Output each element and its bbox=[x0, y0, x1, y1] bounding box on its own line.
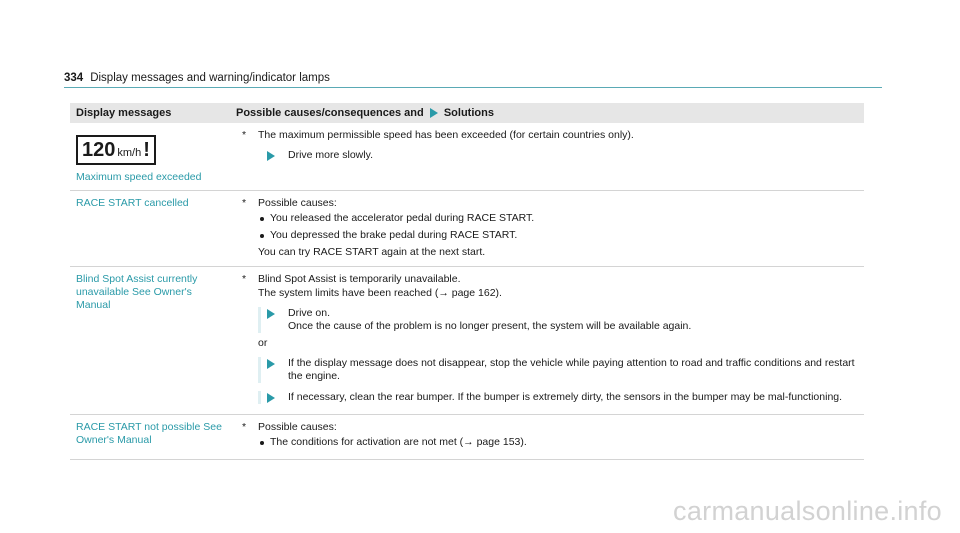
cause-bullet-list bbox=[258, 436, 858, 448]
cause-cell bbox=[230, 191, 864, 267]
cause-text-content: Blind Spot Assist is temporarily unavailable. bbox=[258, 273, 461, 285]
step-detail: Once the cause of the problem is no longer present, the system will be available again. bbox=[288, 320, 692, 332]
message-label: Maximum speed exceeded bbox=[76, 171, 202, 183]
list-item: The conditions for activation are not met (→ page 153). bbox=[258, 436, 858, 448]
step-arrow-icon bbox=[267, 359, 275, 369]
table-row bbox=[70, 191, 864, 267]
display-message-cell bbox=[70, 191, 230, 267]
column-header-causes-solutions bbox=[230, 103, 864, 123]
step-arrow-icon bbox=[267, 309, 275, 319]
cause-text bbox=[236, 421, 858, 433]
message-label: RACE START cancelled bbox=[76, 197, 189, 209]
cause-bullet-list bbox=[258, 212, 858, 241]
solution-step bbox=[258, 307, 858, 333]
page-header bbox=[64, 72, 882, 88]
solution-step bbox=[258, 357, 858, 383]
table-header-row bbox=[70, 103, 864, 123]
cause-cell bbox=[230, 123, 864, 191]
table-row bbox=[70, 415, 864, 460]
display-message-cell bbox=[70, 123, 230, 191]
cause-text-content: Possible causes: bbox=[258, 421, 337, 433]
table-row bbox=[70, 267, 864, 415]
list-item: You released the accelerator pedal during RACE START. bbox=[258, 212, 858, 224]
step-arrow-icon bbox=[267, 393, 275, 403]
display-message-cell bbox=[70, 415, 230, 460]
list-item: You depressed the brake pedal during RACE START. bbox=[258, 229, 858, 241]
column-header-causes-label: Possible causes/consequences and bbox=[236, 107, 424, 119]
footnote-star: * bbox=[242, 421, 247, 433]
speed-limit-exceeded-icon bbox=[76, 135, 156, 165]
cause-text-content: The maximum permissible speed has been exceeded (for certain countries only). bbox=[258, 129, 634, 141]
message-label: Blind Spot Assist currently unavailable See Owner's Manual bbox=[76, 273, 198, 311]
step-text: If necessary, clean the rear bumper. If the bumper is extremely dirty, the sensors in the bumper may be mal-functioning. bbox=[288, 391, 843, 403]
table-row bbox=[70, 123, 864, 191]
step-title: Drive on. bbox=[288, 307, 331, 319]
cause-text bbox=[236, 129, 858, 141]
column-header-display-messages: Display messages bbox=[70, 103, 230, 123]
page-title: Display messages and warning/indicator lamps bbox=[90, 72, 330, 84]
footnote-star: * bbox=[242, 197, 247, 209]
cause-text-content: Possible causes: bbox=[258, 197, 337, 209]
speed-value: 120 bbox=[82, 139, 116, 161]
watermark: carmanualsonline.info bbox=[673, 496, 942, 526]
cause-cell bbox=[230, 415, 864, 460]
step-text: If the display message does not disappear, stop the vehicle while paying attention to road and traffic conditions and restart the engine. bbox=[288, 357, 855, 382]
solution-step bbox=[258, 149, 858, 162]
warning-mark: ! bbox=[143, 139, 150, 161]
cause-cell bbox=[230, 267, 864, 415]
speed-unit: km/h bbox=[117, 147, 142, 159]
cause-text bbox=[236, 273, 858, 285]
step-arrow-icon bbox=[267, 151, 275, 161]
cause-text bbox=[236, 197, 858, 209]
column-header-solutions-label: Solutions bbox=[443, 107, 494, 119]
solution-arrow-icon bbox=[430, 108, 438, 118]
display-messages-table bbox=[70, 103, 864, 460]
note-text: You can try RACE START again at the next start. bbox=[258, 246, 486, 258]
or-text: or bbox=[258, 337, 268, 349]
footnote-star: * bbox=[242, 273, 247, 285]
step-text bbox=[288, 307, 858, 333]
step-text: Drive more slowly. bbox=[288, 149, 373, 161]
footnote-star: * bbox=[242, 129, 247, 141]
page-number: 334 bbox=[64, 72, 84, 84]
solution-step bbox=[258, 391, 858, 404]
message-label: RACE START not possible See Owner's Manual bbox=[76, 421, 222, 446]
display-message-cell bbox=[70, 267, 230, 415]
cause-detail-text: The system limits have been reached (→ page 162). bbox=[258, 287, 502, 299]
